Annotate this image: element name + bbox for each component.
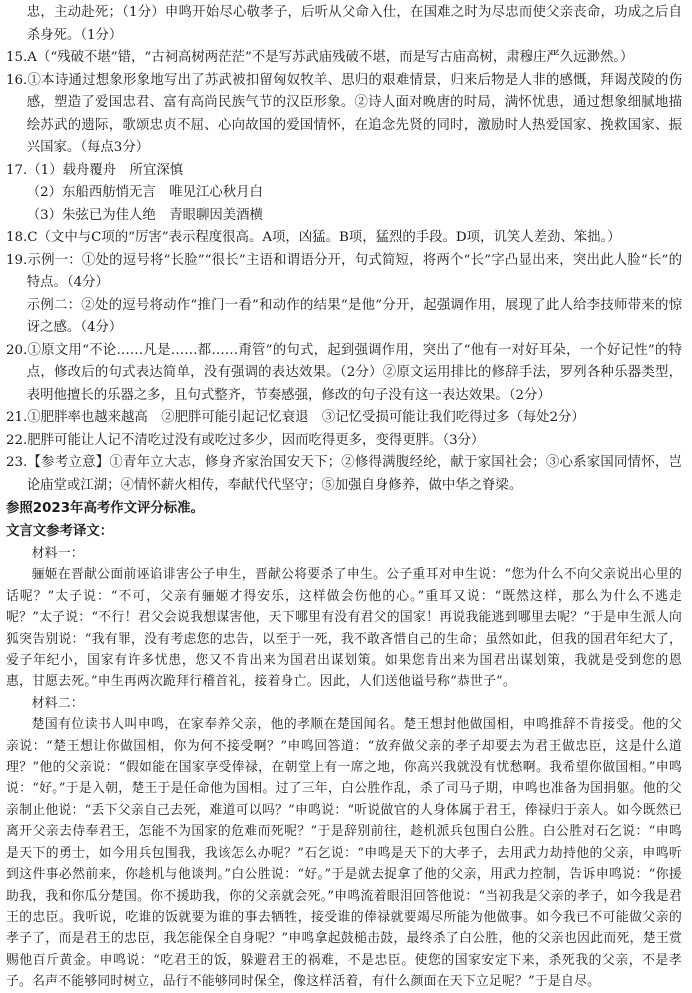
material-2-text: 楚国有位读书人叫申鸣，在家奉养父亲，他的孝顺在楚国闻名。楚王想封他做国相，申鸣推辞不肯接受。他的父亲说：“楚王想让你做国相，你为何不接受啊？”申鸣回答道：“放弃做父亲的孝子却要去为君王做忠臣，这是什么道理？”他的父亲说：“假如能在国家享受俸禄，在朝堂上有一席之地，你高兴我就没有忧愁啊。我希望你做国相。”申鸣说：“好。”于是入朝，楚王于是任命他为国相。过了三年，白公胜作乱，杀了司马子期，申鸣也准备为国捐躯。他的父亲制止他说：“丢下父亲自己去死，难道可以吗？”申鸣说：“听说做官的人身体属于君王，俸禄归于亲人。如今既然已离开父亲去侍奉君王，怎能不为国家的危难而死呢？”于是辞别前往，趁机派兵包围白公胜。白公胜对石乞说：“申鸣是天下的勇士，如今用兵包围我，我该怎么办呢？”石乞说：“申鸣是天下的大孝子，去用武力劫持他的父亲，申鸣听到这件事必然前来，你趁机与他谈判。”白公胜说：“好。”于是就去捉拿了他的父亲，用武力控制，告诉申鸣说：“你援助我，我和你瓜分楚国。你不援助我，你的父亲就会死。”申鸣流着眼泪回答他说：“当初我是父亲的孝子，如今我是君王的忠臣。我听说，吃谁的饭就要为谁的事去牺牲，接受谁的俸禄就要竭尽所能为他做事。如今我已不可能做父亲的孝子了，而是君王的忠臣，我怎能保全自身呢？”申鸣拿起鼓槌击鼓，最终杀了白公胜，他的父亲也因此而死，楚王赏赐他百斤黄金。申鸣说：“吃君王的饭，躲避君王的祸难，不是忠臣。使您的国家安定下来，杀死我的父亲，不是孝子。名声不能够同时树立，品行不能够同时保全，像这样活着，有什么颜面在天下立足呢？”于是自尽。: [6, 717, 682, 990]
answer-17-1: 17.（1）载舟覆舟 所宜深慎: [6, 162, 184, 178]
answer-22: 22.肥胖可能让人记不清吃过没有或吃过多少，因而吃得更多，变得更胖。（3分）: [6, 432, 485, 448]
material-2-label: 材料二：: [31, 695, 84, 711]
answer-14-continuation: 忠，主动赴死；（1分）申鸣开始尽心敬孝子，后听从父命入仕，在国难之时为尽忠而使父亲丧命，功成之后自杀身死。（1分）: [26, 5, 682, 43]
material-1-label: 材料一：: [31, 546, 84, 561]
answer-15: 15.A（“残破不堪”错，“古祠高树两茫茫”不是写苏武庙残破不堪，而是写古庙高树，肃穆庄严久远渺然。）: [6, 50, 634, 65]
answer-17-3: （3）朱弦已为佳人绝 青眼聊因美酒横: [26, 207, 263, 223]
answer-list: [6, 2, 682, 497]
answer-19-example-2: 示例二：②处的逗号将动作“推门一看”和动作的结果“是他”分开，起强调作用，展现了此人给李技师带来的惊讶之感。（4分）: [26, 297, 682, 335]
essay-grading-heading: 参照2023年高考作文评分标准。: [6, 501, 204, 516]
answer-19-example-1: 19.示例一：①处的逗号将“长脸”“很长”主语和谓语分开，句式简短，将两个“长”字凸显出来，突出此人脸“长”的特点。（4分）: [6, 252, 682, 290]
answer-23: 23.【参考立意】①青年立大志，修身齐家治国安天下；②修得满腹经纶，献于家国社会；③心系家国同情怀，岂论庙堂或江湖；④情怀薪火相传，奉献代代坚守；⑤加强自身修养，做中华之脊梁。: [6, 455, 682, 493]
answer-21: 21.①肥胖率也越来越高 ②肥胖可能引起记忆衰退 ③记忆受损可能让我们吃得过多（每处2分）: [6, 410, 585, 425]
answer-16: 16.①本诗通过想象形象地写出了苏武被扣留匈奴牧羊、思归的艰难情景，归来后物是人非的感慨，拜谒茂陵的伤感，塑造了爱国忠君、富有高尚民族气节的汉臣形象。②诗人面对晚唐的时局，满怀忧患，通过想象细腻地描绘苏武的遗际，歌颂忠贞不屈、心向故国的爱国情怀，在追念先贤的同时，激励时人热爱国家、挽救国家、振兴国家。（每点3分）: [6, 72, 682, 155]
answer-17-2: （2）东船西舫悄无言 唯见江心秋月白: [26, 185, 263, 200]
translation-heading: 文言文参考译文：: [6, 524, 114, 539]
material-1-text: 骊姬在晋献公面前诬谄诽害公子申生，晋献公将要杀了申生。公子重耳对申生说：“您为什么不向父亲说出心里的话呢？”太子说：“不可，父亲有骊姬才得安乐，这样做会伤他的心。”重耳又说：“既然这样，那么为什么不逃走呢？”太子说：“不行！君父会说我想谋害他，天下哪里有没有君父的国家！再说我能逃到哪里去呢？”于是申生派人向狐突告别说：“我有罪，没有考虑您的忠告，以至于一死，我不敢吝惜自己的生命；虽然如此，但我的国君年纪大了，爱子年纪小，国家有许多忧患，您又不肯出来为国君出谋划策。如果您肯出来为国君出谋划策，我就是受到您的恩惠，甘愿去死。”申生再两次跪拜行稽首礼，接着身亡。因此，人们送他谥号称“恭世子”。: [6, 567, 682, 690]
answer-20: 20.①原文用“不论……凡是……都……甭管”的句式，起到强调作用，突出了“他有一对好耳朵，一个好记性”的特点，修改后的句式表达简单，没有强调的表达效果。（2分）②原文运用排比的修辞手法，罗列各种乐器类型，表明他擅长的乐器之多，且句式整齐，节奏感强，修改的句子没有这一表达效果。（2分）: [6, 342, 682, 403]
translation-body: [6, 543, 682, 993]
answer-18: 18.C（文中与C项的“厉害”表示程度很高。A项，凶猛。B项，猛烈的手段。D项，讥笑人差劲、笨拙。）: [6, 230, 621, 245]
